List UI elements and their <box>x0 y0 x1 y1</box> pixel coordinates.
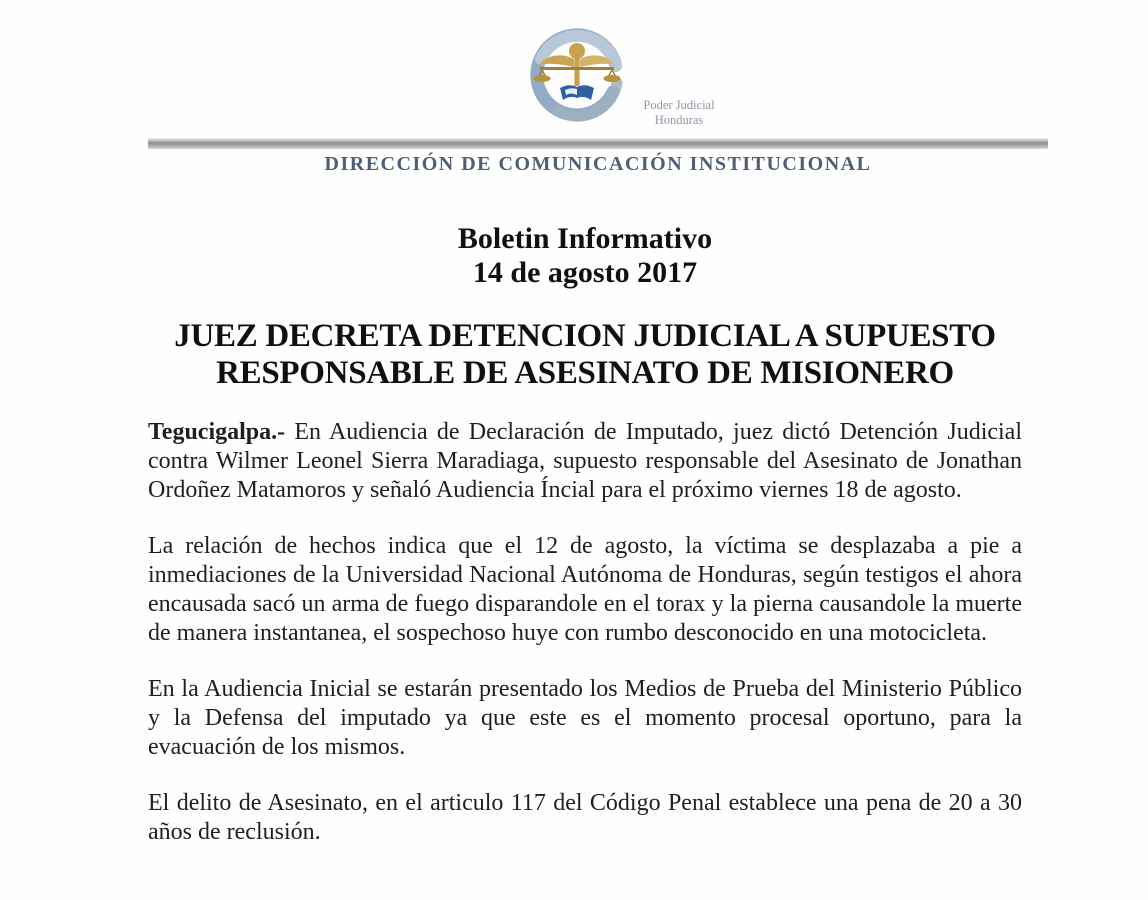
article-body <box>148 418 1022 847</box>
bulletin-date: 14 de agosto 2017 <box>472 256 698 289</box>
bulletin-title: Boletin Informativo <box>457 222 713 255</box>
logo-caption <box>629 98 729 128</box>
masthead <box>0 0 1148 181</box>
article-paragraph: En la Audiencia Inicial se estarán presentado los Medios de Prueba del Ministerio Público y la Defensa del imputado ya que este es el momento procesal oportuno, para la evacuación de los mismos. <box>148 676 1022 760</box>
department-title: DIRECCIÓN DE COMUNICACIÓN INSTITUCIONAL <box>324 153 872 175</box>
article-paragraph: El delito de Asesinato, en el articulo 117 del Código Penal establece una pena de 20 a 30 años de reclusión. <box>148 790 1022 845</box>
gradient-bar <box>148 138 1048 149</box>
headline-line-2: RESPONSABLE DE ASESINATO DE MISIONERO <box>216 355 954 391</box>
headline-line-1: JUEZ DECRETA DETENCION JUDICIAL A SUPUESTO <box>174 318 996 354</box>
scales-of-justice-seal-icon <box>523 24 635 132</box>
logo-caption-line-1: Poder Judicial <box>643 98 715 112</box>
article <box>0 222 1148 847</box>
logo <box>523 24 733 134</box>
article-paragraph: La relación de hechos indica que el 12 de agosto, la víctima se desplazaba a pie a inmediaciones de la Universidad Nacional Autónoma de Honduras, según testigos el ahora encausada sacó un arma de fuego disparandole en el torax y la pierna causandole la muerte de manera instantanea, el sospechoso huye con rumbo desconocido en una motocicleta. <box>148 533 1022 646</box>
logo-caption-line-2: Honduras <box>654 113 704 127</box>
dateline: Tegucigalpa.- <box>148 419 286 445</box>
article-paragraph: Tegucigalpa.- En Audiencia de Declaración de Imputado, juez dictó Detención Judicial contra Wilmer Leonel Sierra Maradiaga, supuesto responsable del Asesinato de Jonathan Ordoñez Matamoros y señaló Audiencia Íncial para el próximo viernes 18 de agosto. <box>148 419 1022 503</box>
header-band <box>148 138 1048 176</box>
headline <box>148 318 1022 392</box>
